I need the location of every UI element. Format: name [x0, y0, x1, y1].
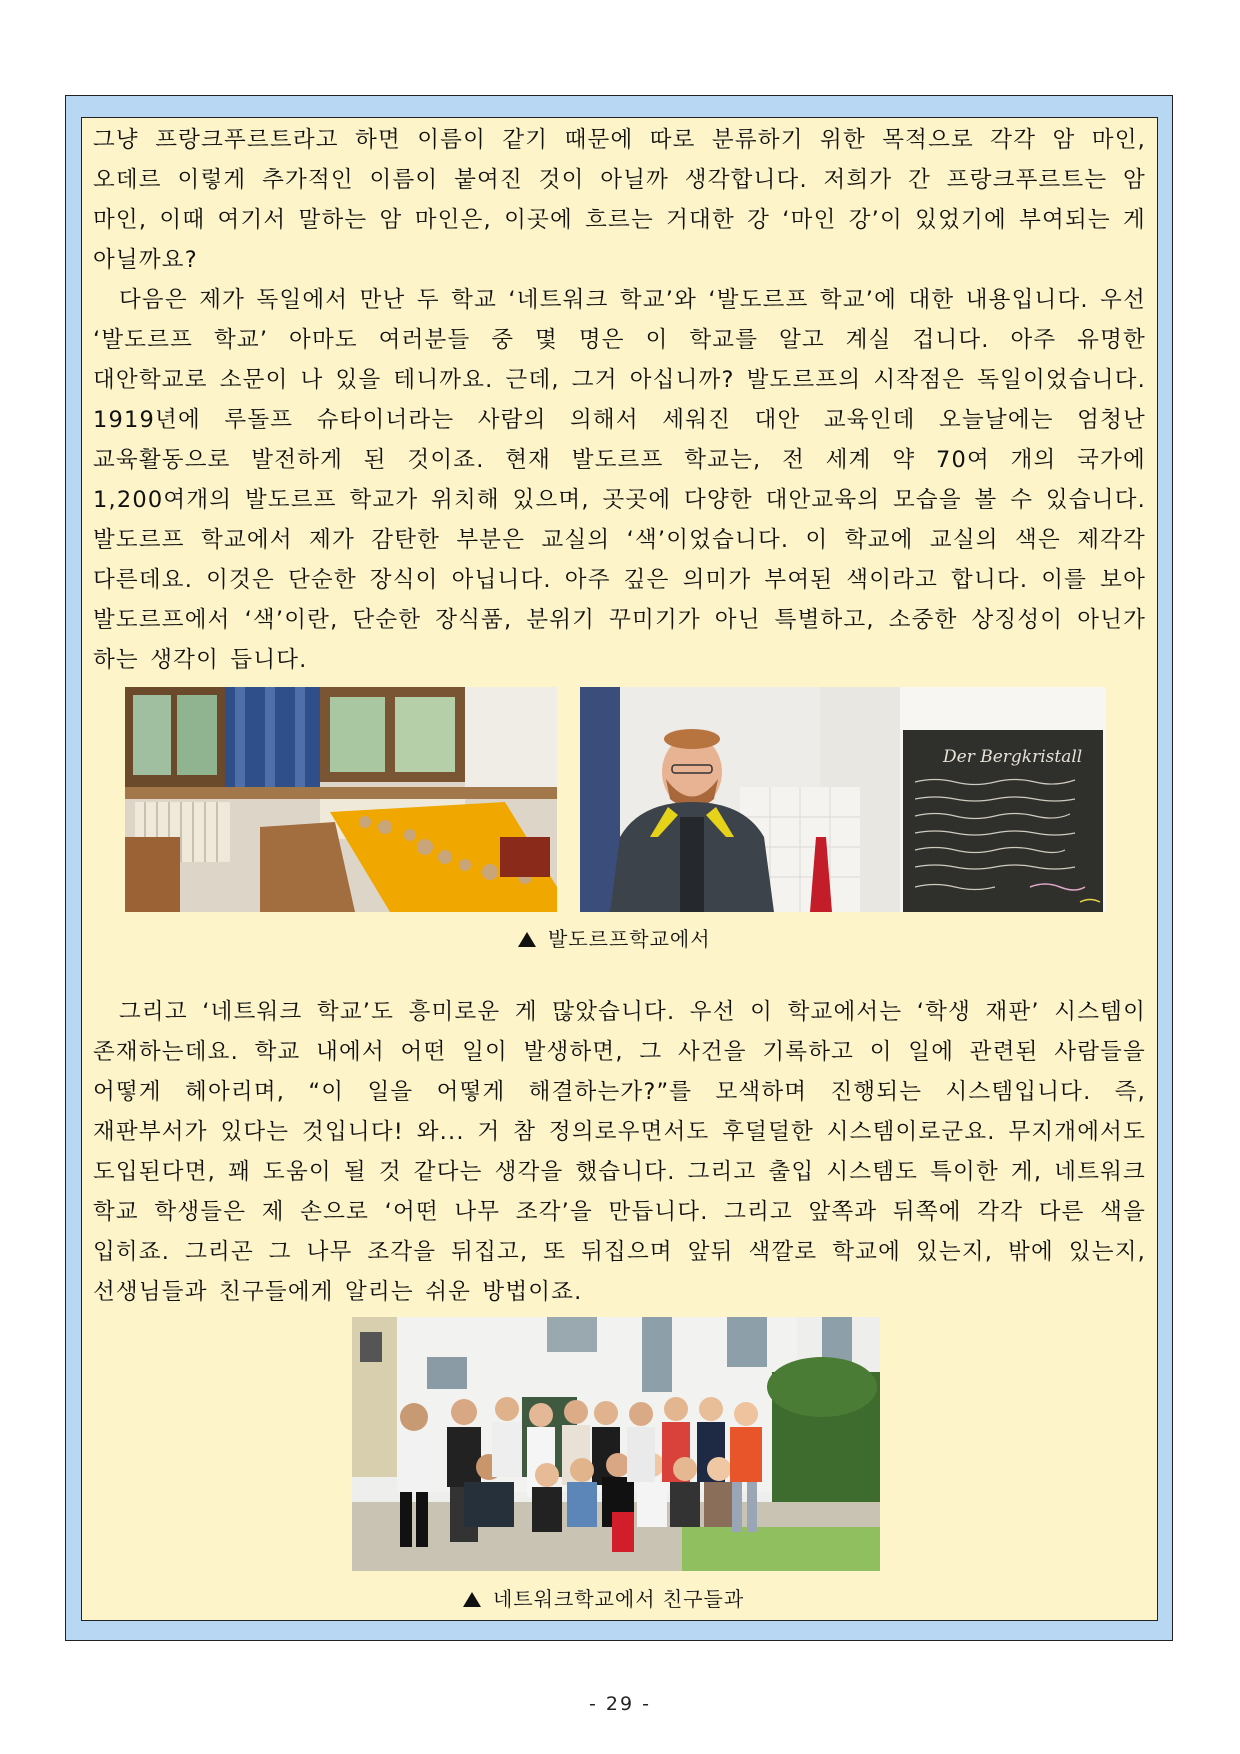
- group-photo: [352, 1317, 880, 1571]
- paragraph-frankfurt: 그냥 프랑크푸르트라고 하면 이름이 같기 때문에 따로 분류하기 위한 목적으로 각각 암 마인, 오데르 이렇게 추가적인 이름이 붙여진 것이 아닐까 생각합니다. 저희가 간 프랑크푸르트는 암 마인, 이때 여기서 말하는 암 마인은, 이곳에 흐르는 거대한 강 ‘마인 강’이 있었기에 부여되는 게 아닐까요?: [93, 127, 1146, 273]
- classroom-photo: [125, 687, 557, 912]
- blackboard-title: Der Bergkristall: [943, 747, 1083, 767]
- paragraph-network: 그리고 ‘네트워크 학교’도 흥미로운 게 많았습니다. 우선 이 학교에서는 ‘학생 재판’ 시스템이 존재하는데요. 학교 내에서 어떤 일이 발생하면, 그 사건을 기록하고 이 일에 관련된 사람들을 어떻게 헤아리며, “이 일을 어떻게 해결하는가?”를 모색하며 진행되는 시스템입니다. 즉, 재판부서가 있다는 것입니다! 와... 거 참 정의로우면서도 후덜덜한 시스템이로군요. 무지개에서도 도입된다면, 꽤 도움이 될 것 같다는 생각을 했습니다. 그리고 출입 시스템도 특이한 게, 네트워크 학교 학생들은 제 손으로 ‘어떤 나무 조각’을 만듭니다. 그리고 앞쪽과 뒤쪽에 각각 다른 색을 입히죠. 그리곤 그 나무 조각을 뒤집고, 또 뒤집으며 앞뒤 색깔로 학교에 있는지, 밖에 있는지, 선생님들과 친구들에게 알리는 쉬운 방법이죠.: [93, 999, 1146, 1305]
- triangle-icon: [463, 1592, 481, 1607]
- teacher-photo: [580, 687, 1106, 912]
- caption-waldorf: 발도르프학교에서: [518, 923, 711, 952]
- triangle-icon: [518, 932, 536, 947]
- caption-network: 네트워크학교에서 친구들과: [463, 1583, 744, 1612]
- page-number: - 29 -: [589, 1693, 651, 1715]
- paragraph-waldorf: 다음은 제가 독일에서 만난 두 학교 ‘네트워크 학교’와 ‘발도르프 학교’에 대한 내용입니다. 우선 ‘발도르프 학교’ 아마도 여러분들 중 몇 명은 이 학교를 알고 계실 겁니다. 아주 유명한 대안학교로 소문이 나 있을 테니까요. 근데, 그거 아십니까? 발도르프의 시작점은 독일이었습니다. 1919년에 루돌프 슈타이너라는 사람의 의해서 세워진 대안 교육인데 오늘날에는 엄청난 교육활동으로 발전하게 된 것이죠. 현재 발도르프 학교는, 전 세계 약 70여 개의 국가에 1,200여개의 발도르프 학교가 위치해 있으며, 곳곳에 다양한 대안교육의 모습을 볼 수 있습니다. 발도르프 학교에서 제가 감탄한 부분은 교실의 ‘색’이었습니다. 이 학교에 교실의 색은 제각각 다른데요. 이것은 단순한 장식이 아닙니다. 아주 깊은 의미가 부여된 색이라고 합니다. 이를 보아 발도르프에서 ‘색’이란, 단순한 장식품, 분위기 꾸미기가 아닌 특별하고, 소중한 상징성이 아닌가 하는 생각이 듭니다.: [93, 287, 1146, 673]
